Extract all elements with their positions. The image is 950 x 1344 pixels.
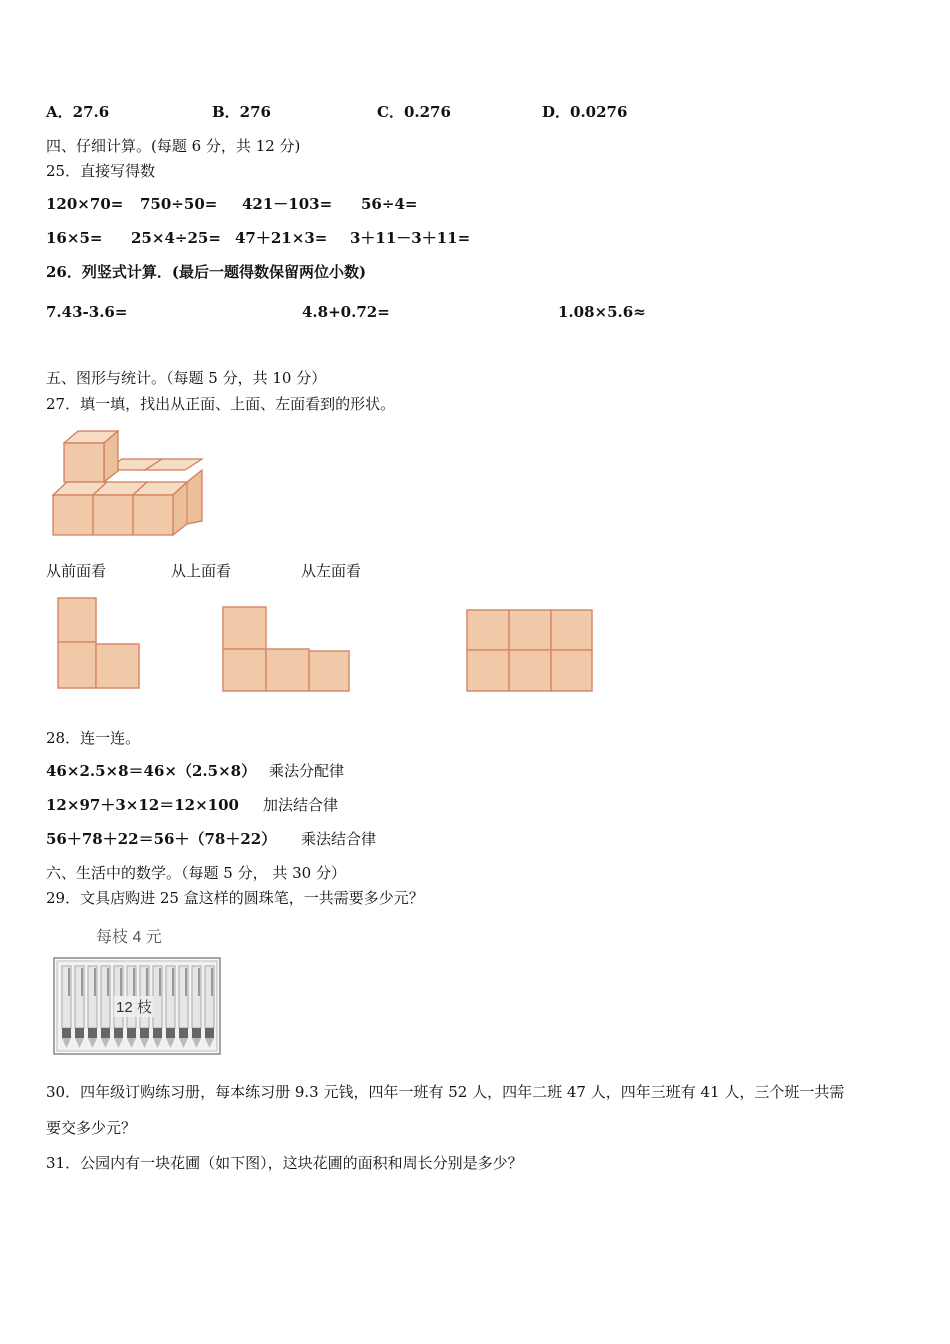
pen-grip: [192, 1028, 201, 1038]
q28-title: 28．连一连。: [46, 729, 141, 747]
q25-title: 25．直接写得数: [46, 162, 156, 180]
pen-clip: [120, 968, 122, 996]
pen-grip: [127, 1028, 136, 1038]
q27-title: 27．填一填，找出从正面、上面、左面看到的形状。: [46, 395, 396, 413]
view-shape-3: [464, 607, 596, 695]
q28-expr: 56＋78＋22＝56＋（78＋22）: [46, 830, 277, 848]
q26-item: 4.8+0.72=: [302, 303, 390, 321]
view-label-front: 从前面看: [46, 562, 107, 580]
pen-grip: [140, 1028, 149, 1038]
pen-clip: [146, 968, 148, 996]
q25-item: 47＋21×3=: [235, 229, 328, 247]
section4-title: 四、仔细计算。(每题 6 分，共 12 分): [46, 137, 301, 155]
q25-item: 16×5=: [46, 229, 103, 247]
pen-grip: [101, 1028, 110, 1038]
q28-law: 加法结合律: [263, 796, 339, 814]
section6-title: 六、生活中的数学。（每题 5 分， 共 30 分）: [46, 864, 346, 882]
option-a: A．27.6: [46, 103, 110, 121]
pen-clip: [211, 968, 213, 996]
pen-clip: [159, 968, 161, 996]
pen-clip: [107, 968, 109, 996]
q30-line1: 30．四年级订购练习册，每本练习册 9.3 元钱，四年一班有 52 人，四年二班 47 人，四年三班有 41 人，三个班一共需: [46, 1083, 845, 1101]
q26-title: 26．列竖式计算．(最后一题得数保留两位小数): [46, 263, 367, 281]
q26-item: 7.43-3.6=: [46, 303, 128, 321]
pen-grip: [75, 1028, 84, 1038]
pen-box-label: 12 枝: [114, 996, 154, 1017]
q25-item: 3＋11－3＋11=: [350, 229, 471, 247]
option-c: C．0.276: [377, 103, 451, 121]
q28-law: 乘法结合律: [301, 830, 377, 848]
view-shape-2: [220, 604, 354, 694]
view-shape-1: [55, 596, 143, 692]
cube-stack-figure: [50, 428, 206, 540]
q26-item: 1.08×5.6≈: [558, 303, 646, 321]
cube-front-face: [64, 443, 104, 482]
pen-clip: [198, 968, 200, 996]
cube-front-face: [93, 495, 133, 535]
pen-grip: [179, 1028, 188, 1038]
pen-grip: [166, 1028, 175, 1038]
pen-clip: [68, 968, 70, 996]
q28-law: 乘法分配律: [269, 762, 345, 780]
pen-clip: [185, 968, 187, 996]
q25-item: 120×70=: [46, 195, 124, 213]
q28-expr: 46×2.5×8＝46×（2.5×8）: [46, 762, 257, 780]
q28-expr: 12×97＋3×12＝12×100: [46, 796, 239, 814]
q30-line2: 要交多少元？: [46, 1119, 137, 1137]
q25-item: 56÷4=: [361, 195, 418, 213]
q31-title: 31．公园内有一块花圃（如下图），这块花圃的面积和周长分别是多少？: [46, 1154, 523, 1172]
q25-item: 750÷50=: [140, 195, 218, 213]
view-label-top: 从上面看: [171, 562, 232, 580]
pen-grip: [205, 1028, 214, 1038]
q25-item: 421－103=: [242, 195, 333, 213]
option-d: D．0.0276: [542, 103, 628, 121]
pen-grip: [153, 1028, 162, 1038]
option-b: B．276: [212, 103, 271, 121]
pen-price-label: 每枝 4 元: [96, 929, 162, 946]
cube-front-face: [53, 495, 93, 535]
pen-grip: [88, 1028, 97, 1038]
q25-item: 25×4÷25=: [131, 229, 221, 247]
pen-clip: [133, 968, 135, 996]
pen-grip: [114, 1028, 123, 1038]
pen-grip: [62, 1028, 71, 1038]
section5-title: 五、图形与统计。（每题 5 分，共 10 分）: [46, 369, 327, 387]
pen-clip: [172, 968, 174, 996]
cube-front-face: [133, 495, 173, 535]
view-label-left: 从左面看: [301, 562, 362, 580]
pen-clip: [81, 968, 83, 996]
pen-clip: [94, 968, 96, 996]
q29-title: 29．文具店购进 25 盒这样的圆珠笔，一共需要多少元？: [46, 889, 424, 907]
